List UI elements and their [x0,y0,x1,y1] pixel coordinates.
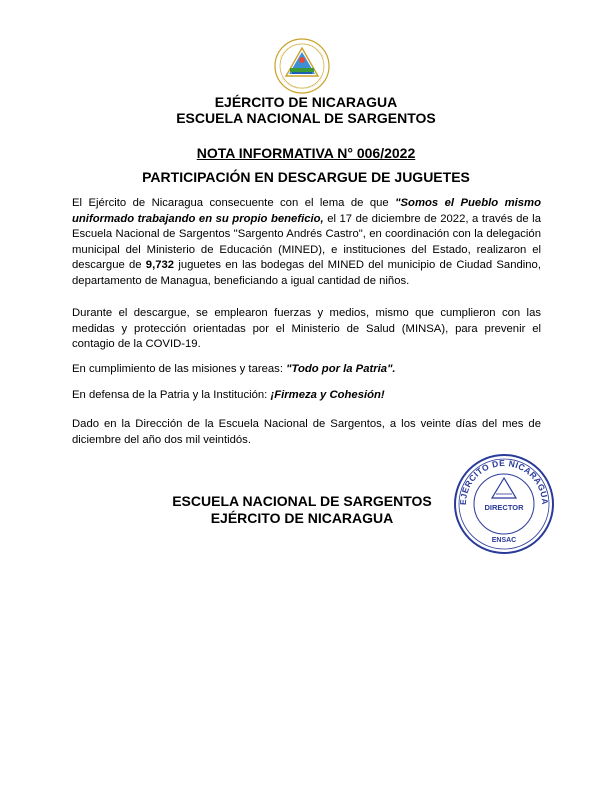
nota-number: NOTA INFORMATIVA N° 006/2022 [196,145,416,161]
director-stamp [452,452,556,556]
paragraph-5: Dado en la Dirección de la Escuela Nacional de Sargentos, a los veinte días del mes de diciembre del año dos mil veintidós. [72,418,541,446]
coat-of-arms-seal [262,36,342,96]
footer-army-title: EJÉRCITO DE NICARAGUA [210,510,394,526]
subject-title: PARTICIPACIÓN EN DESCARGUE DE JUGUETES [142,169,470,185]
paragraph-1: El Ejército de Nicaragua consecuente con el lema de que "Somos el Pueblo mismo uniformado trabajando en su propio beneficio, el 17 de diciembre de 2022, a través de la Escuela Nacional de Sargentos "Sargento Andrés Castro", en coordinación con la delegación municipal del Ministerio de Educación (MINED), e instituciones del Estado, realizaron el descargue de 9,732 juguetes en las bodegas del MINED del municipio de Ciudad Sandino, departamento de Managua, beneficiando a igual cantidad de niños. [72,197,541,287]
header-school-title: ESCUELA NACIONAL DE SARGENTOS [176,110,436,126]
stamp-code: ENSAC [491,537,517,544]
paragraph-2: Durante el descargue, se emplearon fuerzas y medios, mismo que cumplieron con las medidas y protección orientadas por el Ministerio de Salud (MINSA), para prevenir el contagio de la COVID-19. [72,307,541,351]
paragraph-4: En defensa de la Patria y la Institución: ¡Firmeza y Cohesión! [72,389,385,401]
header-army-title: EJÉRCITO DE NICARAGUA [214,94,398,110]
footer-school-title: ESCUELA NACIONAL DE SARGENTOS [172,493,432,509]
svg-text:EJÉRCITO DE NICARAGUA: EJÉRCITO DE NICARAGUA [457,457,551,506]
paragraph-3: En cumplimiento de las misiones y tareas: "Todo por la Patria". [72,363,396,375]
stamp-director-label: DIRECTOR [484,503,524,512]
